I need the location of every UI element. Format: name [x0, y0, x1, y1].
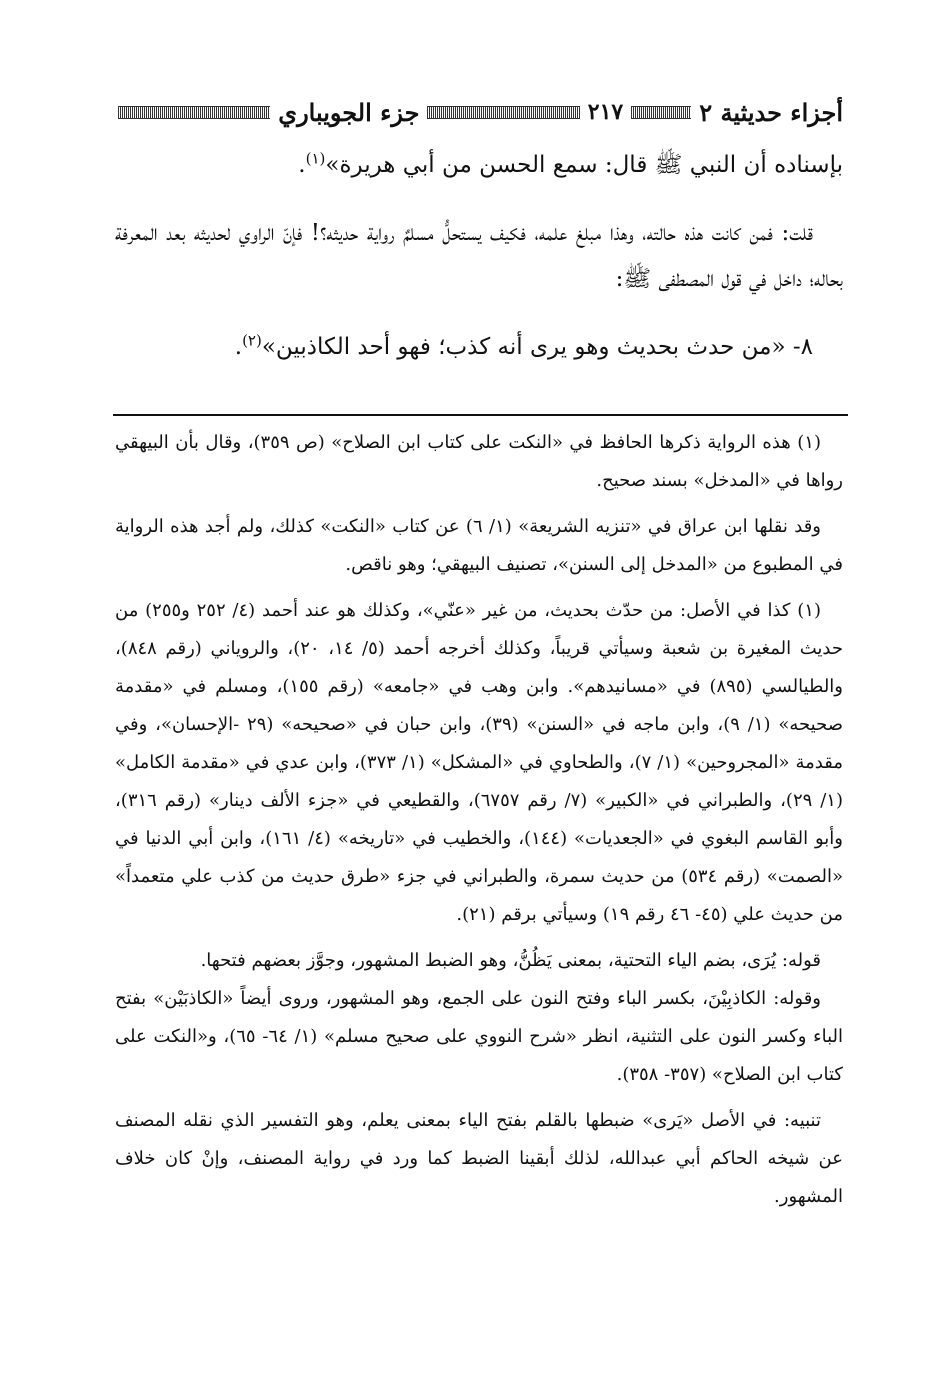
- body-paragraph: بإسناده أن النبي ﷺ قال: سمع الحسن من أبي هريرة»$^{(١)}$.: [298, 149, 843, 178]
- header-rule: [631, 106, 691, 119]
- footnote: (١) هذه الرواية ذكرها الحافظ في «النكت على كتاب ابن الصلاح» (ص ٣٥٩)، وقال بأن البيهقي رواها في «المدخل» بسند صحيح.: [115, 432, 843, 491]
- footnote: (١) كذا في الأصل: من حدّث بحديث، من غير «عنّي»، وكذلك هو عند أحمد (٤/ ٢٥٢ و٢٥٥) من حديث المغيرة بن شعبة وسيأتي قريباً، وكذلك أخرجه أحمد (٥/ ١٤، ٢٠)، والروياني (رقم ٨٤٨)، والطيالسي (٨٩٥) في «مسانيدهم». وابن وهب في «جامعه» (رقم ١٥٥)، ومسلم في «مقدمة صحيحه» (١/ ٩)، وابن ماجه في «السنن» (٣٩)، وابن حبان في «صحيحه» (٢٩ -الإحسان»، وفي مقدمة «المجروحين» (١/ ٧)، والطحاوي في «المشكل» (١/ ٣٧٣)، وابن عدي في «مقدمة الكامل» (١/ ٢٩)، والطبراني في «الكبير» (٧/ رقم ٦٧٥٧)، والقطيعي في «جزء الألف دينار» (رقم ٣١٦)، وأبو القاسم البغوي في «الجعديات» (١٤٤)، والخطيب في «تاريخه» (٤/ ١٦١)، وابن أبي الدنيا في «الصمت» (رقم ٥٣٤) من حديث سمرة، والطبراني في جزء «طرق حديث من كذب علي متعمداً» من حديث علي (٤٥- ٤٦ رقم ١٩) وسيأتي برقم (٢١).: [115, 600, 844, 925]
- footnote-separator: [113, 414, 848, 416]
- body-paragraph: قلت: فمن كانت هذه حالته، وهذا مبلغ علمه، فكيف يستحلُّ مسلمٌ رواية حديثه؟! فإنّ الراوي لحديثه بعد المعرفة بحاله؛ داخل في قول المصطفى ﷺ:: [115, 220, 843, 292]
- footnotes: [115, 424, 843, 1216]
- main-text: [115, 142, 843, 370]
- series-title: أجزاء حديثية ٢: [699, 97, 843, 127]
- header-rule: [118, 106, 270, 119]
- footnote-ref: (١): [305, 149, 326, 168]
- hadith-text: ٨- «من حدث بحديث وهو يرى أنه كذب؛ فهو أحد الكاذبين»: [261, 334, 813, 360]
- header-rule: [427, 106, 579, 119]
- book-title: جزء الجويباري: [278, 97, 420, 127]
- footnote: وقد نقلها ابن عراق في «تنزيه الشريعة» (١/ ٦) عن كتاب «النكت» كذلك، ولم أجد هذه الرواية في المطبوع من «المدخل إلى السنن»، تصنيف البيهقي؛ وهو ناقص.: [115, 516, 843, 575]
- hadith-paragraph: ٨- «من حدث بحديث وهو يرى أنه كذب؛ فهو أحد الكاذبين»$^{(٢)}$.: [234, 331, 813, 360]
- footnote: قوله: يُرَى، بضم الياء التحتية، بمعنى يَظُنُّ، وهو الضبط المشهور، وجوَّز بعضهم فتحها.: [200, 950, 821, 971]
- footnote-ref: (٢): [242, 331, 262, 350]
- body-line: بإسناده أن النبي ﷺ قال: سمع الحسن من أبي هريرة»: [325, 152, 843, 178]
- footnote: تنبيه: في الأصل «يَرى» ضبطها بالقلم بفتح الياء بمعنى يعلم، وهو التفسير الذي نقله المصنف عن شيخه الحاكم أبي عبدالله، لذلك أبقينا الضبط كما ورد في رواية المصنف، وإنْ كان خلاف المشهور.: [115, 1110, 843, 1207]
- page-number: ٢١٧: [587, 99, 624, 125]
- running-header: [118, 92, 843, 132]
- footnote: وقوله: الكاذبِيْنَ، بكسر الباء وفتح النون على الجمع، وهو المشهور، وروى أيضاً «الكاذبَيْن» بفتح الباء وكسر النون على التثنية، انظر «شرح النووي على صحيح مسلم» (١/ ٦٤- ٦٥)، و«النكت على كتاب ابن الصلاح» (٣٥٧- ٣٥٨).: [115, 988, 844, 1085]
